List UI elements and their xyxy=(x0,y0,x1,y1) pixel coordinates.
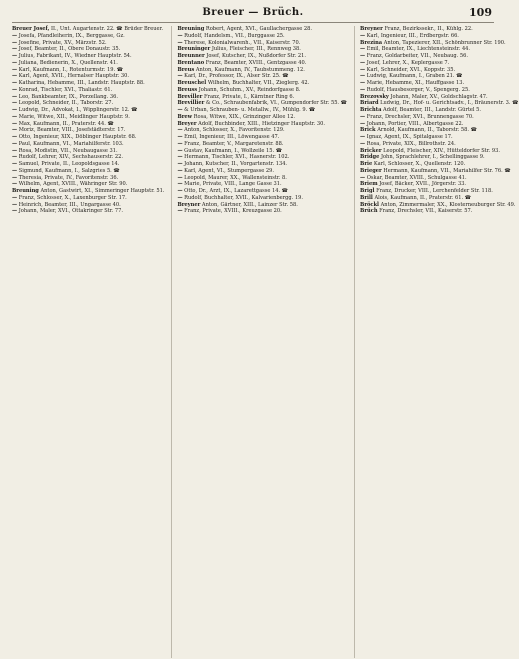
directory-entry xyxy=(177,100,347,107)
entry-name: Bricker xyxy=(360,147,382,154)
entry-name: — xyxy=(177,73,183,80)
entry-name: — xyxy=(12,100,18,107)
directory-columns xyxy=(12,26,519,658)
entry-details: Robert, Agent, XVI., Gaullachergasse 28. xyxy=(204,26,313,32)
entry-name: Breuninger xyxy=(177,46,211,53)
directory-entry xyxy=(12,134,164,141)
directory-entry xyxy=(177,53,347,60)
entry-name: Brentano xyxy=(177,59,205,66)
entry-name: Brie xyxy=(360,161,373,167)
entry-details: Ludwig, Dr., Hof- u. Gerichtsadv., I., Bräunerstr. 3. ☎ xyxy=(378,100,519,107)
entry-details: Ludwig, Kaufmann, I., Graben 21. ☎ xyxy=(365,73,463,80)
entry-details: Leopold, Maurer, XX., Wallensteinstr. 8. xyxy=(182,174,287,181)
directory-entry xyxy=(360,188,518,195)
entry-name: Breuning xyxy=(12,188,39,194)
directory-entry xyxy=(177,208,347,215)
entry-name: — xyxy=(360,32,366,39)
entry-name: — xyxy=(360,86,366,93)
entry-details: Josefa, Pfandleiherin, IX., Berggasse, Gz. xyxy=(17,32,125,39)
entry-name: Breyner xyxy=(177,201,201,208)
entry-name: — xyxy=(177,188,183,194)
entry-details: Karl, Dr., Professor, IX., Alser Str. 25. ☎ xyxy=(182,73,289,80)
directory-entry xyxy=(360,168,518,175)
directory-entry xyxy=(177,26,347,33)
entry-details: Hermann, Kaufmann, VII., Mariahilfer Str. 76. ☎ xyxy=(381,167,511,174)
directory-entry xyxy=(12,80,164,87)
entry-name: — xyxy=(360,120,366,127)
entry-name: — xyxy=(177,134,183,140)
entry-details: Otto, Dr., Arzt, IX., Lazarettgasse 14. ☎ xyxy=(182,188,289,194)
entry-name: Bridge xyxy=(360,154,380,161)
directory-entry xyxy=(177,161,347,168)
directory-entry xyxy=(360,53,518,60)
entry-details: Leopold, Fleischer, XIV., Hütteldorfer Str. 93. xyxy=(381,147,500,154)
directory-entry xyxy=(12,154,164,161)
entry-details: Therese, Kolonialwarenh., VII., Kaiserstr. 70. xyxy=(182,39,301,46)
entry-details: Rosa, Private, XIX., Billrothstr. 24. xyxy=(365,140,456,147)
directory-entry xyxy=(12,46,164,53)
entry-details: Johann, Schuhm., XV., Reindorfgasse 8. xyxy=(197,86,301,93)
entry-details: Konrad, Tischler, XVI., Thaliastr. 61. xyxy=(17,86,113,93)
directory-entry xyxy=(12,181,164,188)
directory-entry xyxy=(360,154,518,161)
entry-details: & Urban, Schrauben- u. Metallw., IV., Mühlg. 9. ☎ xyxy=(182,107,316,113)
entry-name: — xyxy=(177,167,183,174)
entry-name: — xyxy=(12,86,18,93)
entry-name: — xyxy=(177,32,183,39)
entry-name: — xyxy=(12,208,18,215)
entry-name: Breus xyxy=(177,66,195,73)
directory-entry xyxy=(360,181,518,188)
directory-entry xyxy=(360,127,518,134)
entry-details: Gustav, Kaufmann, I., Wollzeile 15. ☎ xyxy=(182,147,283,154)
page-header xyxy=(12,6,494,23)
entry-details: Franz, Private, XVIII., Kreuzgasse 20. xyxy=(182,208,282,215)
directory-column-right xyxy=(354,26,518,658)
entry-details: Karl, Kaufmann, I., Rotenturmstr. 19. ☎ xyxy=(17,66,124,73)
entry-name: — xyxy=(177,127,183,134)
entry-name: — xyxy=(177,181,183,188)
entry-name: — xyxy=(12,120,18,127)
running-title: Breuer — Brüch. xyxy=(202,7,304,18)
directory-entry xyxy=(360,121,518,128)
directory-entry xyxy=(12,87,164,94)
entry-details: Paul, Kaufmann, VI., Mariahilferstr. 103. xyxy=(17,140,124,147)
directory-entry xyxy=(177,168,347,175)
entry-name: — xyxy=(177,140,183,147)
entry-details: Franz, Goldarbeiter, VII., Neubaug. 56. xyxy=(365,53,469,59)
entry-name: — xyxy=(12,181,18,188)
entry-name: Breunner xyxy=(177,53,205,59)
entry-details: II., Unt. Augartenstr. 22. ☎ Brüder Breuer. xyxy=(49,26,164,32)
directory-entry xyxy=(12,60,164,67)
directory-entry xyxy=(360,175,518,182)
entry-name: Breyer xyxy=(177,120,197,127)
directory-entry xyxy=(360,195,518,202)
entry-details: Karl, Schneider, XVI., Koppstr. 35. xyxy=(365,66,456,73)
entry-name: — xyxy=(12,39,18,46)
entry-name: — xyxy=(12,113,18,120)
directory-entry xyxy=(360,94,518,101)
entry-name: Brick xyxy=(360,127,376,134)
directory-entry xyxy=(177,154,347,161)
directory-entry xyxy=(12,114,164,121)
entry-name: — xyxy=(12,194,18,201)
entry-name: — xyxy=(360,80,366,86)
entry-name: Brigl xyxy=(360,188,375,194)
directory-entry xyxy=(177,148,347,155)
directory-entry xyxy=(12,67,164,74)
entry-details: Karl, Agent, XVII., Hernalser Hauptstr. 30. xyxy=(17,73,130,80)
directory-entry xyxy=(360,100,518,107)
directory-entry xyxy=(360,134,518,141)
entry-details: Juliana, Bedienerin, X., Quellenstr. 41. xyxy=(17,59,118,66)
directory-entry xyxy=(177,87,347,94)
entry-details: Anton, Zimmermaler, XX., Klosterneuburger Str. 49. xyxy=(378,201,516,208)
directory-entry xyxy=(360,107,518,114)
entry-name: — xyxy=(12,53,18,59)
entry-details: Johann, Maler, XV., Goldschlagstr. 47. xyxy=(388,93,488,100)
entry-details: Franz, Drechsler, VII., Kaiserstr. 57. xyxy=(377,208,473,215)
entry-details: Karl, Agent, VI., Stumpergasse 29. xyxy=(182,167,274,174)
entry-name: — xyxy=(360,113,366,120)
entry-name: — xyxy=(12,147,18,154)
entry-name: — xyxy=(12,174,18,181)
directory-entry xyxy=(177,94,347,101)
entry-name: — xyxy=(360,46,366,53)
entry-details: Katharina, Hebamme, III., Landstr. Hauptstr. 88. xyxy=(17,80,145,86)
entry-details: Anton, Tapezierer, XII., Schönbrunner Str. 190. xyxy=(382,39,506,46)
entry-name: Brieger xyxy=(360,167,382,174)
entry-name: Breviller xyxy=(177,93,203,100)
entry-details: Julius, Fabrikant, IV., Wiedner Hauptstr. 54. xyxy=(17,53,132,59)
directory-entry xyxy=(177,67,347,74)
entry-details: Karl, Schlosser, X., Quellenstr. 120. xyxy=(372,161,466,167)
directory-entry xyxy=(360,46,518,53)
directory-entry xyxy=(360,161,518,168)
directory-entry xyxy=(360,114,518,121)
entry-details: Anton, Gärtner, XIII., Lainzer Str. 58. xyxy=(200,201,298,208)
entry-details: Rosa, Witwe, XIX., Grinzinger Allee 12. xyxy=(192,113,296,120)
entry-name: Breuer Josef, xyxy=(12,26,50,32)
directory-entry xyxy=(12,127,164,134)
entry-name: Brezina xyxy=(360,39,383,46)
entry-name: — xyxy=(12,161,18,167)
directory-entry xyxy=(177,134,347,141)
entry-details: Marie, Private, VIII., Lange Gasse 31. xyxy=(182,181,282,188)
directory-entry xyxy=(360,67,518,74)
directory-entry xyxy=(12,73,164,80)
entry-name: Breuning xyxy=(177,26,205,32)
entry-name: — xyxy=(360,66,366,73)
entry-name: Brevillier xyxy=(177,100,205,107)
entry-details: Rosa, Modistin, VII., Neubaugasse 31. xyxy=(17,147,118,154)
entry-details: Wilhelm, Buchhalter, VII., Zieglerg. 42. xyxy=(206,80,310,86)
entry-details: Franz, Beamter, XVIII., Gentzgasse 40. xyxy=(204,59,307,66)
entry-name: — xyxy=(12,154,18,161)
entry-name: — xyxy=(12,107,18,113)
entry-details: Moriz, Beamter, VIII., Josefstädterstr. 17. xyxy=(17,127,126,134)
entry-details: Hermann, Tischler, XVI., Hasnerstr. 102. xyxy=(182,154,290,161)
entry-name: — xyxy=(177,174,183,181)
entry-name: Briard xyxy=(360,100,379,107)
entry-name: — xyxy=(12,201,18,208)
entry-details: Heinrich, Beamter, III., Ungargasse 40. xyxy=(17,201,121,208)
directory-entry xyxy=(360,33,518,40)
directory-entry xyxy=(12,53,164,60)
directory-entry xyxy=(12,141,164,148)
directory-entry xyxy=(360,141,518,148)
entry-details: Franz, Bezirkssekr., II., Kühlg. 22. xyxy=(382,26,473,32)
directory-entry xyxy=(177,121,347,128)
entry-details: Anton, Schlosser, X., Favoritenstr. 129. xyxy=(182,127,285,134)
directory-entry xyxy=(177,188,347,195)
directory-entry xyxy=(177,141,347,148)
directory-entry xyxy=(177,107,347,114)
directory-entry xyxy=(177,114,347,121)
directory-entry xyxy=(12,121,164,128)
entry-details: Adolf, Beamter, III., Landstr. Gürtel 5. xyxy=(381,107,481,113)
directory-entry xyxy=(12,148,164,155)
entry-details: John, Sprachlehrer, I., Schellinggasse 9. xyxy=(379,154,485,161)
entry-details: Julius, Fleischer, III., Rennweg 38. xyxy=(210,46,301,53)
entry-details: Wilhelm, Agent, XVIII., Währinger Str. 90. xyxy=(17,181,128,188)
entry-name: — xyxy=(177,147,183,154)
entry-name: — xyxy=(12,127,18,134)
entry-name: — xyxy=(177,194,183,201)
entry-details: Adolf, Buchbinder, XIII., Hietzinger Hauptstr. 30. xyxy=(196,120,325,127)
directory-entry xyxy=(360,87,518,94)
entry-details: Karl, Ingenieur, III., Erdbergstr. 66. xyxy=(365,32,459,39)
directory-entry xyxy=(12,26,164,33)
entry-name: — xyxy=(360,140,366,147)
entry-name: — xyxy=(360,53,366,59)
entry-details: Josef, Beamter, II., Obere Donaustr. 35. xyxy=(17,46,121,53)
entry-name: Breuschel xyxy=(177,80,207,86)
entry-name: — xyxy=(12,73,18,80)
entry-details: Ludwig, Dr., Advokat, I., Wipplingerstr. 12. ☎ xyxy=(17,107,138,113)
entry-name: — xyxy=(12,66,18,73)
entry-name: Brichta xyxy=(360,107,382,113)
entry-name: — xyxy=(12,46,18,53)
entry-name: Brill xyxy=(360,194,373,201)
entry-name: Briem xyxy=(360,181,378,188)
entry-details: Sigmund, Kaufmann, I., Salzgries 5. ☎ xyxy=(17,167,120,174)
directory-entry xyxy=(360,73,518,80)
entry-name: — xyxy=(177,39,183,46)
directory-entry xyxy=(177,73,347,80)
directory-entry xyxy=(12,195,164,202)
directory-entry xyxy=(12,161,164,168)
entry-details: Franz, Schlosser, X., Laxenburger Str. 17. xyxy=(17,194,127,201)
entry-details: Franz, Private, I., Kärntner Ring 6. xyxy=(202,93,295,100)
entry-details: Josef, Bäcker, XVII., Jörgerstr. 33. xyxy=(377,181,467,188)
entry-details: Oskar, Beamter, XVIII., Schulgasse 41. xyxy=(365,174,467,181)
entry-details: Josef, Lehrer, X., Keplergasse 7. xyxy=(365,59,450,66)
entry-name: — xyxy=(360,73,366,80)
directory-entry xyxy=(12,100,164,107)
directory-entry xyxy=(360,80,518,87)
directory-entry xyxy=(177,60,347,67)
entry-name: Brezovsky xyxy=(360,93,389,100)
entry-name: — xyxy=(12,32,18,39)
entry-details: Leopold, Schneider, II., Taborstr. 27. xyxy=(17,100,114,107)
entry-name: — xyxy=(177,154,183,161)
entry-name: — xyxy=(12,59,18,66)
entry-details: Max, Kaufmann, II., Praterstr. 44. ☎ xyxy=(17,120,114,127)
entry-name: — xyxy=(177,208,183,215)
directory-entry xyxy=(360,148,518,155)
entry-name: Brew xyxy=(177,113,193,120)
entry-details: Johann, Portier, VIII., Albertgasse 22. xyxy=(365,120,464,127)
directory-entry xyxy=(12,107,164,114)
directory-entry xyxy=(12,208,164,215)
directory-entry xyxy=(12,33,164,40)
page-number: 109 xyxy=(469,6,492,19)
entry-details: Josef, Kutscher, IX., Nußdorfer Str. 21. xyxy=(204,53,306,59)
directory-entry xyxy=(177,175,347,182)
directory-entry xyxy=(12,202,164,209)
entry-name: Brüch xyxy=(360,208,378,215)
entry-details: Franz, Beamter, V., Margaretenstr. 88. xyxy=(182,140,284,147)
entry-details: Alois, Kaufmann, II., Praterstr. 61. ☎ xyxy=(372,194,472,201)
directory-entry xyxy=(177,195,347,202)
entry-name: — xyxy=(360,174,366,181)
directory-entry xyxy=(360,208,518,215)
entry-details: Theresia, Private, IV., Favoritenstr. 36. xyxy=(17,174,119,181)
entry-details: Johann, Maler, XVI., Ottakringer Str. 77. xyxy=(17,208,123,215)
entry-details: Anton, Gastwirt, XI., Simmeringer Hauptstr. 51. xyxy=(38,188,165,194)
entry-details: Emil, Beamter, IX., Liechtensteinstr. 44. xyxy=(365,46,471,53)
entry-details: Samuel, Private, II., Leopoldsgasse 14. xyxy=(17,161,120,167)
entry-details: Otto, Ingenieur, XIX., Döblinger Hauptstr. 68. xyxy=(17,134,137,140)
directory-column-left xyxy=(12,26,164,658)
directory-entry xyxy=(177,202,347,209)
directory-entry xyxy=(360,40,518,47)
entry-name: Bröckl xyxy=(360,201,379,208)
entry-details: Johann, Kutscher, II., Vorgartenstr. 134. xyxy=(182,161,288,167)
entry-details: & Co., Schraubenfabrik, VI., Gumpendorfer Str. 55. ☎ xyxy=(204,100,348,107)
directory-entry xyxy=(360,60,518,67)
entry-name: — xyxy=(177,107,183,113)
entry-details: Emil, Ingenieur, III., Löwengasse 47. xyxy=(182,134,280,140)
entry-name: — xyxy=(12,93,18,100)
directory-entry xyxy=(177,46,347,53)
directory-entry xyxy=(177,40,347,47)
entry-name: — xyxy=(177,161,183,167)
entry-details: Franz, Drechsler, XVI., Brunnengasse 70. xyxy=(365,113,474,120)
entry-details: Marie, Witwe, XII., Meidlinger Hauptstr. 9. xyxy=(17,113,130,120)
entry-name: Breyner xyxy=(360,26,383,32)
directory-entry xyxy=(12,40,164,47)
entry-details: Josefine, Private, XV., Märzstr. 52. xyxy=(17,39,107,46)
entry-name: — xyxy=(12,167,18,174)
entry-name: — xyxy=(12,134,18,140)
entry-details: Anton, Kaufmann, IV., Taubstummeng. 12. xyxy=(194,66,305,73)
directory-entry xyxy=(12,175,164,182)
entry-name: — xyxy=(12,80,18,86)
directory-entry xyxy=(177,33,347,40)
entry-details: Arnold, Kaufmann, II., Taborstr. 58. ☎ xyxy=(375,127,477,134)
entry-name: — xyxy=(360,134,366,140)
directory-entry xyxy=(12,94,164,101)
entry-details: Marie, Hebamme, XI., Hauffgasse 13. xyxy=(365,80,465,86)
directory-entry xyxy=(12,168,164,175)
entry-details: Rudolf, Buchhalter, XVII., Kalvarienbergg. 19. xyxy=(182,194,303,201)
directory-entry xyxy=(12,188,164,195)
entry-details: Rudolf, Hausbesorger, V., Spengerg. 25. xyxy=(365,86,470,93)
entry-details: Rudolf, Handelsm., VII., Burggasse 25. xyxy=(182,32,285,39)
entry-name: — xyxy=(360,59,366,66)
entry-details: Rudolf, Lehrer, XIV., Sechshauserstr. 22. xyxy=(17,154,124,161)
entry-details: Ignaz, Agent, IX., Spitalgasse 17. xyxy=(365,134,453,140)
entry-details: Leo, Bankbeamter, IX., Porzellang. 36. xyxy=(17,93,118,100)
directory-entry xyxy=(360,26,518,33)
directory-entry xyxy=(177,80,347,87)
directory-entry xyxy=(177,127,347,134)
directory-entry xyxy=(177,181,347,188)
directory-column-middle xyxy=(171,26,347,658)
entry-details: Franz, Drucker, VIII., Lerchenfelder Str. 118. xyxy=(374,188,493,194)
entry-name: — xyxy=(12,140,18,147)
entry-name: Breuss xyxy=(177,86,198,93)
